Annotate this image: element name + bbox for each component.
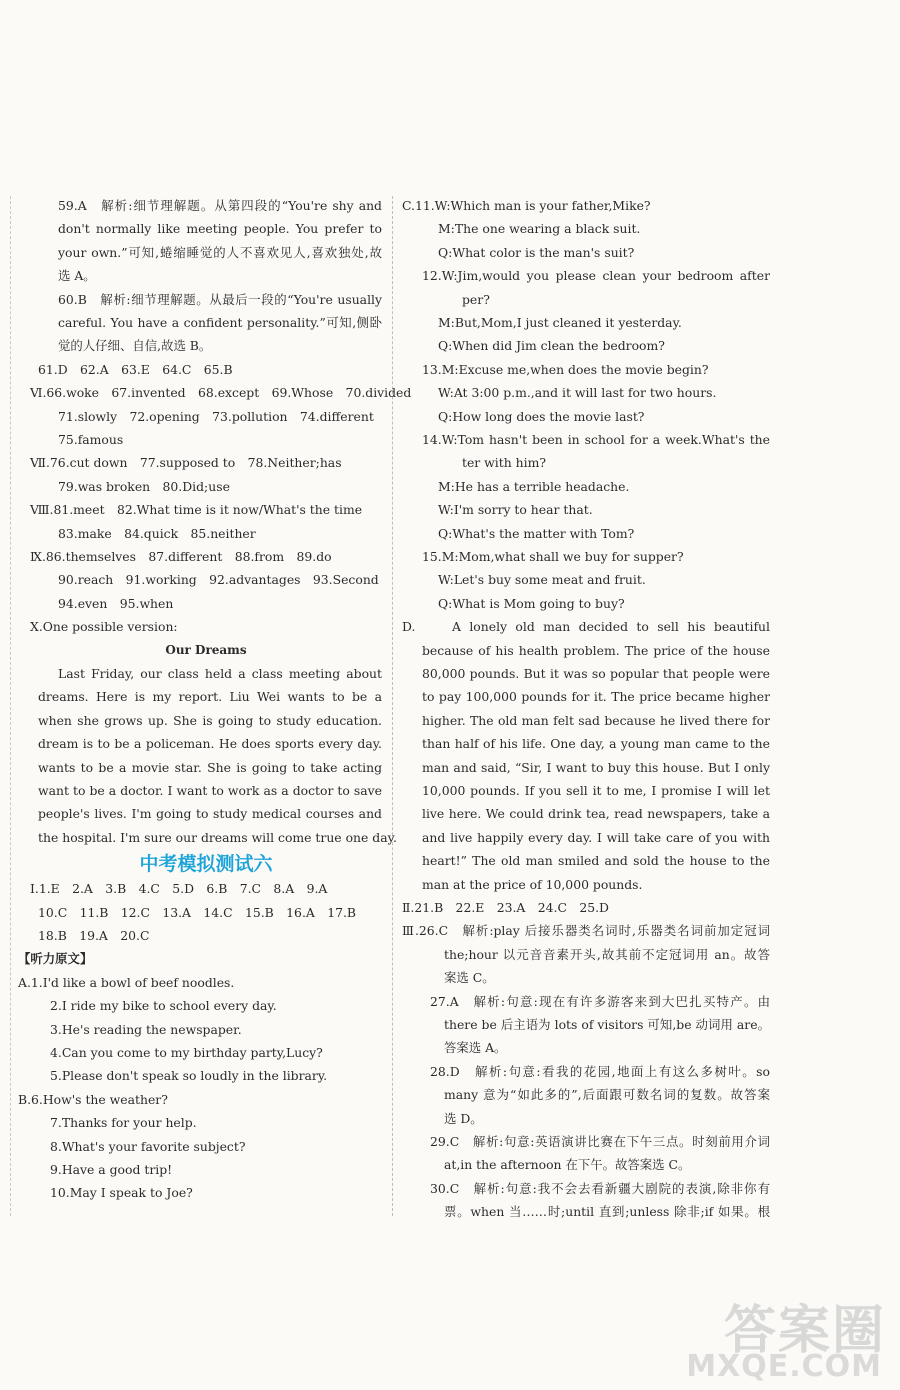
essay-line: dream is to be a policeman. He does sports every day.	[38, 736, 382, 752]
answer-30	[402, 1177, 770, 1224]
text-line: 3.He's reading the newspaper.	[50, 1021, 242, 1037]
text-line: your own.”可知,蜷缩睡觉的人不喜欢见人,喜欢独处,故	[58, 244, 382, 260]
dialogue-line: Q:What color is the man's suit?	[438, 244, 635, 260]
answer-60	[30, 288, 382, 358]
dialogue-line: 12.W:Jim,would you please clean your bedroom after	[422, 268, 770, 284]
right-column	[402, 194, 770, 1224]
watermark	[686, 1288, 886, 1384]
text-line: at,in the afternoon 在下午。故答案选 C。	[444, 1157, 691, 1173]
section-8	[30, 498, 382, 545]
text-line: many 意为“如此多的”,后面跟可数名词的复数。故答案	[444, 1087, 770, 1103]
test-section-1	[30, 877, 382, 947]
text-line: 觉的人仔细、自信,故选 B。	[58, 338, 212, 354]
passage-line: A lonely old man decided to sell his beautiful	[452, 619, 770, 635]
watermark-url: MXQE.COM	[686, 1349, 882, 1384]
dialogue-line: Q:When did Jim clean the bedroom?	[438, 338, 665, 354]
essay-title: Our Dreams	[165, 642, 247, 657]
listening-d	[402, 615, 770, 896]
test-title: 中考模拟测试六	[139, 853, 273, 876]
dialogue-line: M:But,Mom,I just cleaned it yesterday.	[438, 315, 682, 331]
text-line: 案选 C。	[444, 970, 495, 986]
text-line: 83.make 84.quick 85.neither	[58, 525, 256, 541]
text-line: 答案选 A。	[444, 1040, 507, 1056]
text-line: 90.reach 91.working 92.advantages 93.Second	[58, 572, 379, 588]
listening-b	[18, 1088, 382, 1205]
dialogue-line: W:Let's buy some meat and fruit.	[438, 572, 646, 588]
essay-body	[30, 662, 397, 849]
text-line: 94.even 95.when	[58, 595, 174, 611]
answers-21-25: Ⅱ.21.B 22.E 23.A 24.C 25.D	[402, 899, 609, 915]
column-divider	[392, 196, 393, 1216]
dialogue-line: W:I'm sorry to hear that.	[438, 502, 593, 518]
answer-29	[402, 1130, 770, 1177]
left-margin-rule	[10, 196, 11, 1216]
dialogue-line: M:The one wearing a black suit.	[438, 221, 641, 237]
section-10-label: Ⅹ.One possible version:	[30, 619, 178, 635]
section-7	[30, 451, 382, 498]
passage-line: and live happily every day. I will take care of you with	[422, 829, 770, 845]
answer-26	[402, 919, 770, 989]
text-line: careful. You have a confident personality.”可知,侧卧	[58, 314, 382, 330]
passage-line: to pay 100,000 pounds for it. The price became higher	[422, 689, 770, 705]
text-line: 2.I ride my bike to school every day.	[50, 998, 277, 1014]
text-line: the;hour 以元音音素开头,故其前不定冠词用 an。故答	[444, 946, 770, 962]
text-line: don't normally like meeting people. You prefer to	[58, 221, 382, 237]
passage-line: man at the price of 10,000 pounds.	[422, 876, 643, 892]
text-line: Ⅷ.81.meet 82.What time is it now/What's the time	[30, 502, 363, 518]
text-line: 79.was broken 80.Did;use	[58, 478, 230, 494]
dialogue-line: M:He has a terrible headache.	[438, 478, 630, 494]
text-line: there be 后主语为 lots of visitors 可知,be 动词用 are。	[444, 1016, 770, 1032]
dialogue-line: 13.M:Excuse me,when does the movie begin?	[422, 361, 709, 377]
dialogue-line: C.11.W:Which man is your father,Mike?	[402, 198, 651, 213]
text-line: 10.C 11.B 12.C 13.A 14.C 15.B 16.A 17.B	[38, 904, 357, 920]
text-line: B.6.How's the weather?	[18, 1091, 168, 1107]
section-6	[30, 381, 412, 451]
passage-line: man and said, “Sir, I want to buy this house. But I only	[422, 759, 770, 775]
essay-line: the hospital. I'm sure our dreams will come true one day.	[38, 829, 397, 845]
text-line: 28.D 解析:句意:看我的花园,地面上有这么多树叶。so	[430, 1063, 770, 1079]
dialogue-line: Q:What is Mom going to buy?	[438, 595, 625, 611]
passage-line: 80,000 pounds. But it was so popular that people were	[422, 666, 770, 682]
dialogue-line: W:At 3:00 p.m.,and it will last for two hours.	[438, 385, 717, 401]
text-line: Ⅵ.66.woke 67.invented 68.except 69.Whose 70.divided	[30, 385, 412, 401]
text-line: A.1.I'd like a bowl of beef noodles.	[18, 974, 235, 990]
text-line: 5.Please don't speak so loudly in the library.	[50, 1068, 328, 1084]
left-column	[18, 194, 412, 1205]
essay-line: want to be a doctor. I want to work as a doctor to save	[38, 783, 382, 798]
text-line: Ⅶ.76.cut down 77.supposed to 78.Neither;has	[30, 455, 342, 471]
essay-line: Last Friday, our class held a class meeting about	[58, 666, 382, 682]
answer-27	[402, 990, 770, 1060]
passage-line: live here. We could drink tea, read newspapers, take a	[422, 806, 770, 822]
essay-line: when she grows up. She is going to study education.	[38, 712, 382, 728]
dialogue-line: per?	[462, 291, 490, 307]
passage-line: because of his health problem. The price of the house	[422, 642, 770, 658]
text-line: 30.C 解析:句意:我不会去看新疆大剧院的表演,除非你有	[430, 1180, 770, 1196]
text-line: 29.C 解析:句意:英语演讲比赛在下午三点。时刻前用介词	[430, 1133, 770, 1149]
text-line: 71.slowly 72.opening 73.pollution 74.different	[58, 408, 374, 424]
section-d-label: D.	[402, 619, 416, 635]
passage-line: higher. The old man felt sad because he lived there for	[422, 712, 770, 728]
dialogue-line: 14.W:Tom hasn't been in school for a week.What's the	[422, 432, 770, 448]
essay-line: people's lives. I'm going to study medical courses and	[38, 806, 382, 822]
text-line: 60.B 解析:细节理解题。从最后一段的“You're usually	[58, 291, 382, 307]
answer-28	[402, 1060, 770, 1130]
essay-line: wants to be a movie star. She is going to take acting	[38, 759, 382, 775]
listening-a	[18, 971, 382, 1088]
text-line: Ⅸ.86.themselves 87.different 88.from 89.do	[30, 549, 332, 565]
essay-line: dreams. Here is my report. Liu Wei wants to be a	[38, 689, 382, 705]
text-line: 27.A 解析:句意:现在有许多游客来到大巴扎买特产。由	[430, 993, 770, 1009]
dialogue-line: Q:How long does the movie last?	[438, 408, 645, 424]
text-line: 选 A。	[58, 268, 96, 284]
listening-c	[402, 194, 770, 615]
text-line: 18.B 19.A 20.C	[38, 928, 150, 943]
watermark-logo: 答案圈	[723, 1301, 886, 1361]
dialogue-line: Q:What's the matter with Tom?	[438, 525, 635, 541]
passage-line: than half of his life. One day, a young man came to the	[422, 736, 770, 752]
answer-59	[30, 194, 382, 288]
passage-line: heart!” The old man smiled and sold the house to the	[422, 853, 770, 869]
text-line: 选 D。	[444, 1110, 483, 1126]
dialogue-line: 15.M:Mom,what shall we buy for supper?	[422, 549, 684, 565]
text-line: 7.Thanks for your help.	[50, 1115, 197, 1131]
dialogue-line: ter with him?	[462, 455, 546, 471]
text-line: 59.A 解析:细节理解题。从第四段的“You're shy and	[58, 198, 382, 213]
text-line: 8.What's your favorite subject?	[50, 1138, 246, 1154]
text-line: 票。when 当……时;until 直到;unless 除非;if 如果。根	[444, 1204, 770, 1220]
text-line: 75.famous	[58, 431, 124, 447]
text-line: Ⅰ.1.E 2.A 3.B 4.C 5.D 6.B 7.C 8.A 9.A	[30, 881, 328, 897]
text-line: 10.May I speak to Joe?	[50, 1185, 193, 1201]
text-line: 4.Can you come to my birthday party,Lucy?	[50, 1045, 323, 1061]
listening-label: 【听力原文】	[18, 951, 93, 967]
text-line: 9.Have a good trip!	[50, 1162, 173, 1178]
section-9	[30, 545, 382, 615]
passage-line: 10,000 pounds. If you sell it to me, I promise I will let	[422, 783, 770, 799]
answers-61-65: 61.D 62.A 63.E 64.C 65.B	[38, 361, 233, 377]
text-line: Ⅲ.26.C 解析:play 后接乐器类名词时,乐器类名词前加定冠词	[402, 923, 770, 939]
